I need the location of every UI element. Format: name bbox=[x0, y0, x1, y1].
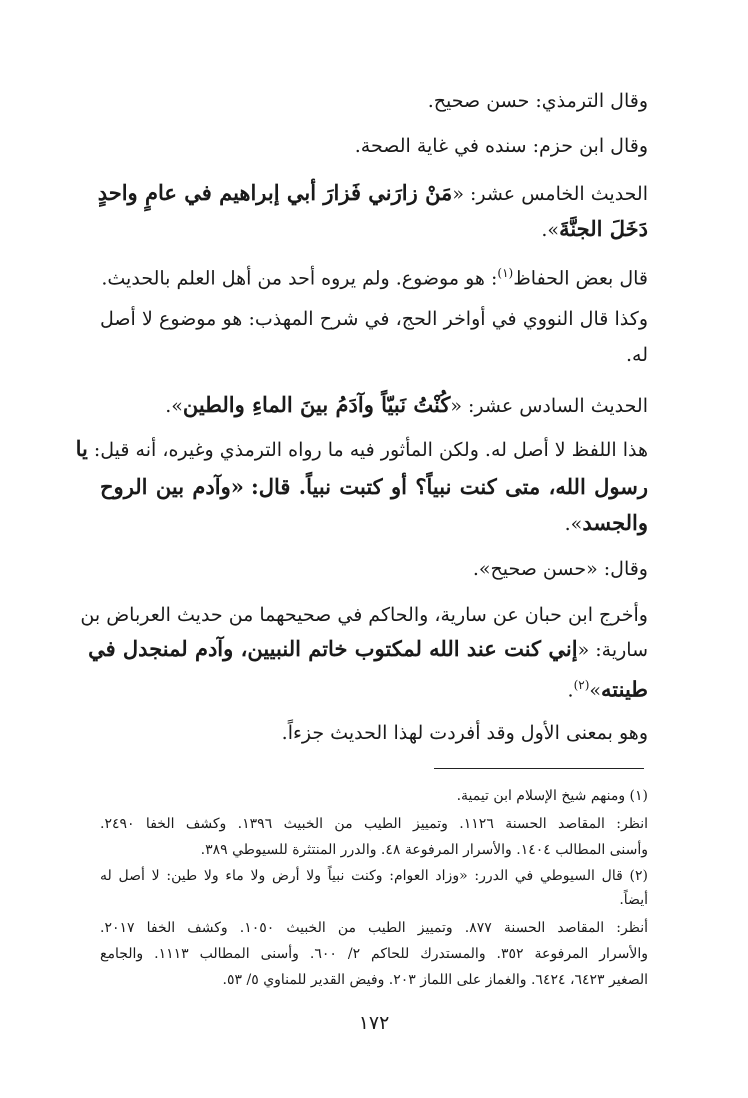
text-line: وقال ابن حزم: سنده في غاية الصحة. bbox=[354, 135, 648, 157]
page-number: ١٧٢ bbox=[358, 1012, 390, 1034]
hadith-text: طينته bbox=[601, 676, 648, 702]
hadith-text: يا bbox=[75, 436, 88, 461]
text-line: وقال: «حسن صحيح». bbox=[472, 558, 648, 580]
text-line bbox=[100, 474, 648, 501]
hadith-15-heading: الحديث الخامس عشر: «مَنْ زارَني فَزارَ أبي إبراهيم في عامٍ واحدٍ bbox=[97, 180, 648, 205]
footnote-ref: (١) bbox=[497, 266, 514, 280]
hadith-text: مَنْ زارَني فَزارَ أبي إبراهيم في عامٍ واحدٍ bbox=[97, 180, 453, 205]
hadith-text: كُنْتُ نَبيّاً وآدَمُ بينَ الماءِ والطين bbox=[182, 392, 451, 417]
text-line: طينته»$^{(٢)}$. bbox=[567, 676, 648, 702]
hadith-16-heading: الحديث السادس عشر: «كُنْتُ نَبيّاً وآدَمُ بينَ الماءِ والطين». bbox=[165, 392, 648, 417]
text-line: وهو بمعنى الأول وقد أفردت لهذا الحديث جزءاً. bbox=[281, 722, 648, 744]
hadith-text: إني كنت عند الله لمكتوب خاتم النبيين، وآدم لمنجدل في bbox=[88, 636, 578, 661]
text-line: وكذا قال النووي في أواخر الحج، في شرح المهذب: هو موضوع لا أصل bbox=[100, 308, 648, 330]
hadith-text: دَخَلَ الجنَّةَ bbox=[559, 216, 648, 241]
footnote-line: انظر: المقاصد الحسنة ١١٢٦. وتمييز الطيب من الخبيث ١٣٩٦. وكشف الخفا ٢٤٩٠. bbox=[100, 816, 649, 832]
hadith-text: «وآدم بين الروح bbox=[100, 474, 244, 499]
hadith-15-continued: دَخَلَ الجنَّةَ». bbox=[541, 216, 648, 241]
footnote-line: والأسرار المرفوعة ٣٥٢. والمستدرك للحاكم ٢/ ٦٠٠. وأسنى المطالب ١١١٣. والجامع bbox=[100, 946, 648, 962]
footnote-line: الصغير ٦٤٢٣، ٦٤٢٤. والغماز على اللماز ٢٠٣. وفيض القدير للمناوي ٥/ ٥٣. bbox=[222, 972, 648, 988]
text-line: وأخرج ابن حبان عن سارية، والحاكم في صحيحهما من حديث العرباض بن bbox=[80, 604, 648, 626]
footnote-line: وأسنى المطالب ١٤٠٤. والأسرار المرفوعة ٤٨. والدرر المنتثرة للسيوطي ٣٨٩. bbox=[200, 842, 648, 858]
text-line: وقال الترمذي: حسن صحيح. bbox=[427, 90, 648, 112]
text-line: قال بعض الحفاظ$^{(١)}$: هو موضوع. ولم يروه أحد من أهل العلم بالحديث. bbox=[101, 266, 648, 290]
footnote-divider bbox=[434, 768, 644, 769]
footnote-line: (١) ومنهم شيخ الإسلام ابن تيمية. bbox=[456, 788, 648, 804]
text-line: له. bbox=[625, 344, 648, 366]
footnote-ref: (٢) bbox=[573, 678, 590, 692]
hadith-text: رسول الله، متى كنت نبياً؟ أو كتبت نبياً. قال: bbox=[250, 474, 648, 499]
hadith-text: والجسد bbox=[582, 510, 648, 535]
text-line: هذا اللفظ لا أصل له. ولكن المأثور فيه ما رواه الترمذي وغيره، أنه قيل: يا bbox=[75, 436, 648, 461]
text-line: سارية: «إني كنت عند الله لمكتوب خاتم النبيين، وآدم لمنجدل في bbox=[88, 636, 648, 661]
text-line: والجسد». bbox=[564, 510, 648, 535]
footnote-line: أيضاً. bbox=[619, 892, 648, 908]
footnote-line: (٢) قال السيوطي في الدرر: «وزاد العوام: وكنت نبياً ولا أرض ولا ماء ولا طين: لا أصل له bbox=[100, 868, 648, 884]
footnote-line: أنظر: المقاصد الحسنة ٨٧٧. وتمييز الطيب من الخبيث ١٠٥٠. وكشف الخفا ٢٠١٧. bbox=[100, 920, 648, 936]
